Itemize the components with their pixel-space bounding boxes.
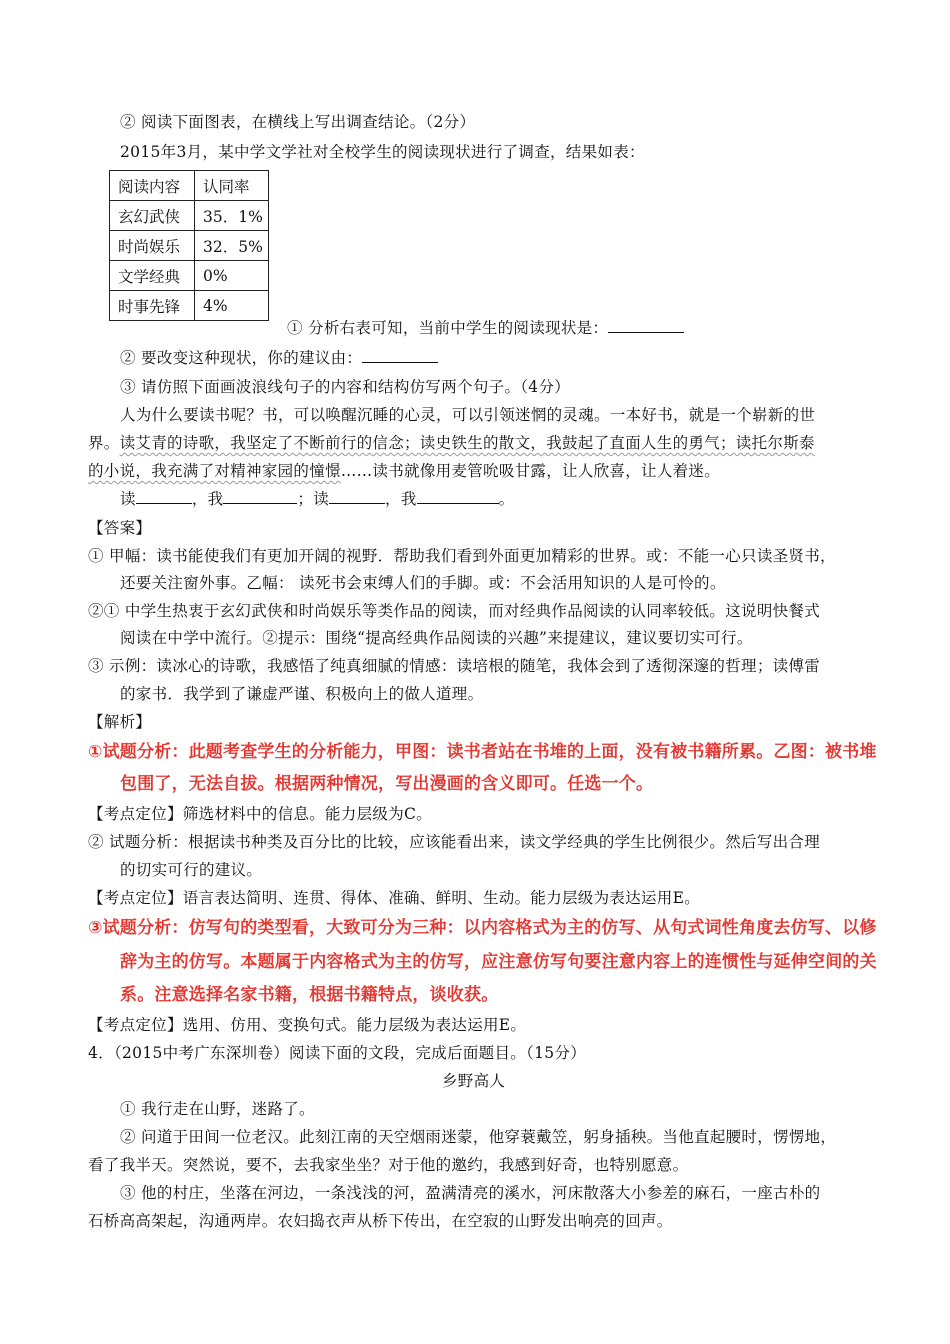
- table-cell: 4%: [195, 291, 269, 321]
- story-line: ③ 他的村庄，坐落在河边，一条浅浅的河，盈满清亮的溪水，河床散落大小参差的麻石，一座古朴的: [120, 1184, 821, 1202]
- analysis-red-line: 系。注意选择名家书籍，根据书籍特点，谈收获。: [120, 985, 499, 1005]
- answer-blank[interactable]: [136, 489, 192, 504]
- answer-line: ③ 示例：读冰心的诗歌，我感悟了纯真细腻的情感：读培根的随笔，我体会到了透彻深邃的哲理；读傅雷: [88, 657, 821, 675]
- question-2-sub1: ① 分析右表可知，当前中学生的阅读现状是：: [287, 318, 684, 338]
- question-2-title: ② 阅读下面图表，在横线上写出调查结论。（2分）: [120, 113, 476, 131]
- answer-line: ②① 中学生热衷于玄幻武侠和时尚娱乐等类作品的阅读，而对经典作品阅读的认同率较低。这说明快餐式: [88, 602, 821, 620]
- answer-blank[interactable]: [223, 489, 297, 504]
- answer-blank[interactable]: [362, 348, 438, 363]
- question-4-title: 4．（2015中考广东深圳卷）阅读下面的文段，完成后面题目。（15分）: [88, 1044, 587, 1062]
- analysis-line: 的切实可行的建议。: [120, 861, 263, 879]
- wavy-underlined-sentence: 的小说，我充满了对精神家园的憧憬: [88, 462, 341, 480]
- table-cell: 玄幻武侠: [110, 201, 195, 231]
- story-title: 乡野高人: [442, 1072, 506, 1090]
- table-row: [110, 201, 269, 231]
- table-row: [110, 261, 269, 291]
- analysis-red-line: 辞为主的仿写。本题属于内容格式为主的仿写，应注意仿写句要注意内容上的连惯性与延伸空间的关: [120, 952, 877, 972]
- analysis-header: 【解析】: [88, 713, 152, 731]
- table-cell: 文学经典: [110, 261, 195, 291]
- table-cell: 32．5%: [195, 231, 269, 261]
- question-3-paragraph-line: 人为什么要读书呢？书，可以唤醒沉睡的心灵，可以引领迷惘的灵魂。一本好书，就是一个崭新的世: [120, 406, 816, 424]
- answer-blank[interactable]: [329, 489, 385, 504]
- key-point-line: 【考点定位】选用、仿用、变换句式。能力层级为表达运用E。: [88, 1016, 527, 1034]
- table-cell: 0%: [195, 261, 269, 291]
- wavy-underlined-sentence: 读艾青的诗歌，我坚定了不断前行的信念；读史铁生的散文，我鼓起了直面人生的勇气；读托尔斯泰: [119, 434, 815, 452]
- answer-line: 阅读在中学中流行。②提示：围绕“提高经典作品阅读的兴趣”来提建议，建议要切实可行。: [120, 629, 753, 647]
- answer-blank[interactable]: [608, 318, 684, 333]
- story-line: ① 我行走在山野，迷路了。: [120, 1100, 315, 1118]
- key-point-line: 【考点定位】筛选材料中的信息。能力层级为C。: [88, 805, 432, 823]
- analysis-red-line: 包围了，无法自拔。根据两种情况，写出漫画的含义即可。任选一个。: [120, 774, 654, 794]
- answer-line: ① 甲幅：读书能使我们有更加开阔的视野．帮助我们看到外面更加精彩的世界。或：不能一心只读圣贤书，: [88, 547, 836, 565]
- table-header-row: [110, 171, 269, 201]
- story-line: ② 问道于田间一位老汉。此刻江南的天空烟雨迷蒙，他穿蓑戴笠，躬身插秧。当他直起腰时，愣愣地，: [120, 1128, 837, 1146]
- key-point-line: 【考点定位】语言表达简明、连贯、得体、准确、鲜明、生动。能力层级为表达运用E。: [88, 889, 701, 907]
- question-3-fill-line: 读 ，我 ；读 ，我 。: [120, 490, 515, 508]
- table-cell: 35．1%: [195, 201, 269, 231]
- analysis-red-line: ①试题分析：此题考查学生的分析能力，甲图：读书者站在书堆的上面，没有被书籍所累。乙图：被书堆: [88, 742, 877, 762]
- table-row: [110, 231, 269, 261]
- question-2-intro: 2015年3月，某中学文学社对全校学生的阅读现状进行了调查，结果如表：: [120, 143, 645, 161]
- story-line: 石桥高高架起，沟通两岸。农妇捣衣声从桥下传出，在空寂的山野发出响亮的回声。: [88, 1212, 673, 1230]
- table-row: [110, 291, 269, 321]
- analysis-red-line: ③试题分析：仿写句的类型看，大致可分为三种：以内容格式为主的仿写、从句式词性角度去仿写、以修: [88, 918, 877, 938]
- answer-blank[interactable]: [417, 489, 499, 504]
- question-3-paragraph-line: 界。读艾青的诗歌，我坚定了不断前行的信念；读史铁生的散文，我鼓起了直面人生的勇气；读托尔斯泰: [88, 434, 815, 452]
- answer-line: 的家书．我学到了谦虚严谨、积极向上的做人道理。: [120, 685, 484, 703]
- question-3-title: ③ 请仿照下面画波浪线句子的内容和结构仿写两个句子。（4分）: [120, 378, 571, 396]
- table-cell: 时尚娱乐: [110, 231, 195, 261]
- question-3-paragraph-line: 的小说，我充满了对精神家园的憧憬……读书就像用麦管吮吸甘露，让人欣喜，让人着迷。: [88, 462, 721, 480]
- answer-line: 还要关注窗外事。乙幅： 读死书会束缚人们的手脚。或：不会活用知识的人是可怜的。: [120, 574, 726, 592]
- answer-header: 【答案】: [88, 519, 152, 537]
- question-2-sub2: ② 要改变这种现状，你的建议由：: [120, 348, 438, 368]
- analysis-line: ② 试题分析：根据读书种类及百分比的比较，应该能看出来，读文学经典的学生比例很少。然后写出合理: [88, 833, 821, 851]
- survey-table: [109, 170, 269, 321]
- table-header-cell: 认同率: [195, 171, 269, 201]
- table-header-cell: 阅读内容: [110, 171, 195, 201]
- story-line: 看了我半天。突然说，要不，去我家坐坐？对于他的邀约，我感到好奇，也特别愿意。: [88, 1156, 689, 1174]
- table-cell: 时事先锋: [110, 291, 195, 321]
